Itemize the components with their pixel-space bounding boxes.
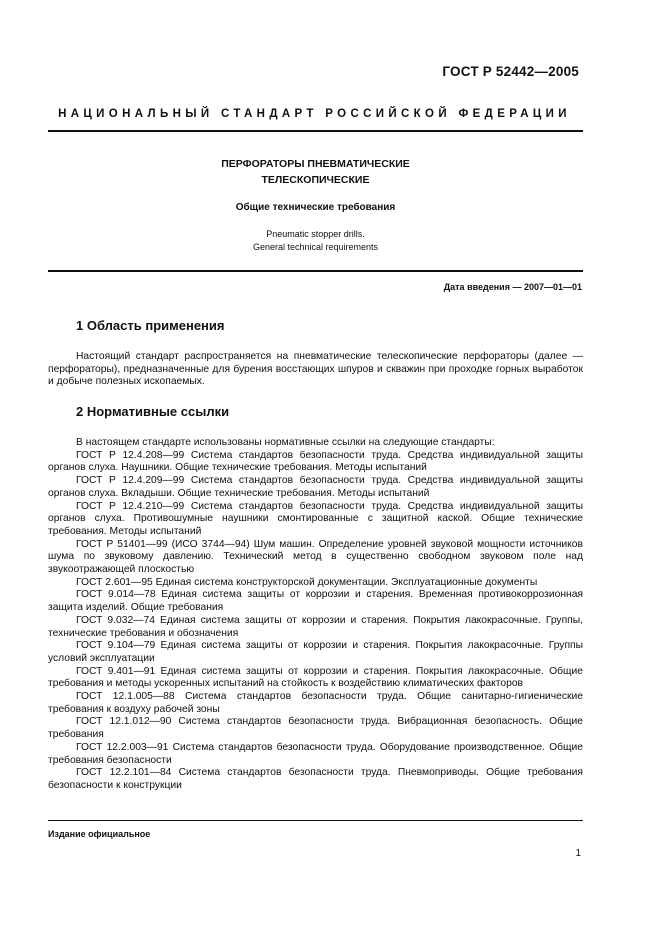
reference-item: ГОСТ Р 12.4.209—99 Система стандартов безопасности труда. Средства индивидуальной защиты органов слуха. Вкладыши. Общие технические требования. Методы испытаний	[48, 475, 583, 499]
page-number: 1	[575, 848, 581, 859]
section-1-body	[48, 351, 583, 389]
header-rule	[48, 130, 583, 132]
english-title-line-2: General technical requirements	[252, 242, 379, 252]
reference-item: ГОСТ Р 12.4.210—99 Система стандартов безопасности труда. Средства индивидуальной защиты органов слуха. Противошумные наушники смонтированные с защитной каской. Общие технические требования. Методы испытаний	[48, 500, 583, 537]
introduction-date: Дата введения — 2007—01—01	[443, 282, 582, 292]
official-edition-note: Издание официальное	[48, 829, 151, 839]
section-1-paragraph: Настоящий стандарт распространяется на пневматические телескопические перфораторы (далее — перфораторы), предназначенные для бурения восстающих шпуров и скважин при проходке горных выработок и добыче полезных ископаемых.	[48, 351, 583, 388]
reference-item: ГОСТ 12.2.101—84 Система стандартов безопасности труда. Пневмоприводы. Общие требования безопасности к конструкции	[48, 767, 583, 791]
reference-item: ГОСТ 2.601—95 Единая система конструкторской документации. Эксплуатационные документы	[76, 576, 538, 588]
title-line-1: ПЕРФОРАТОРЫ ПНЕВМАТИЧЕСКИЕ	[221, 158, 410, 170]
reference-item: ГОСТ 9.032—74 Единая система защиты от коррозии и старения. Покрытия лакокрасочные. Группы, технические требования и обозначения	[48, 614, 583, 639]
english-title	[48, 228, 583, 254]
reference-item: ГОСТ 12.1.012—90 Система стандартов безопасности труда. Вибрационная безопасность. Общие требования	[48, 716, 583, 741]
document-id: ГОСТ Р 52442—2005	[442, 64, 579, 79]
reference-item: ГОСТ 9.401—91 Единая система защиты от коррозии и старения. Покрытия лакокрасочные. Общие требования и методы ускоренных испытаний на стойкость к воздействию климатических факторов	[48, 665, 583, 690]
title-line-2: ТЕЛЕСКОПИЧЕСКИЕ	[261, 174, 370, 186]
reference-item: ГОСТ 12.2.003—91 Система стандартов безопасности труда. Оборудование производственное. Общие требования безопасности	[48, 741, 583, 766]
section-2-intro: В настоящем стандарте использованы нормативные ссылки на следующие стандарты:	[76, 437, 495, 448]
english-title-line-1: Pneumatic stopper drills.	[266, 229, 365, 239]
reference-item: ГОСТ 12.1.005—88 Система стандартов безопасности труда. Общие санитарно-гигиенические требования к воздуху рабочей зоны	[48, 691, 583, 715]
reference-item: ГОСТ Р 51401—99 (ИСО 3744—94) Шум машин. Определение уровней звуковой мощности источников шума по звуковому давлению. Технический метод в существенно свободном звуковом поле над звукоотражающей плоскостью	[48, 538, 583, 576]
document-subtitle: Общие технические требования	[235, 202, 396, 213]
reference-item: ГОСТ Р 12.4.208—99 Система стандартов безопасности труда. Средства индивидуальной защиты органов слуха. Наушники. Общие технические требования. Методы испытаний	[48, 449, 583, 474]
section-2-heading: 2 Нормативные ссылки	[76, 404, 230, 419]
national-standard-banner: НАЦИОНАЛЬНЫЙ СТАНДАРТ РОССИЙСКОЙ ФЕДЕРАЦИИ	[58, 108, 571, 120]
reference-item: ГОСТ 9.104—79 Единая система защиты от коррозии и старения. Покрытия лакокрасочные. Группы условий эксплуатации	[48, 640, 583, 664]
title-rule	[48, 270, 583, 272]
section-1-heading: 1 Область применения	[76, 318, 225, 333]
reference-item: ГОСТ 9.014—78 Единая система защиты от коррозии и старения. Временная противокоррозионная защита изделий. Общие требования	[48, 589, 583, 614]
document-title	[48, 156, 583, 188]
normative-references-list	[48, 450, 583, 793]
footer-rule	[48, 820, 583, 821]
section-2-body	[48, 437, 583, 793]
